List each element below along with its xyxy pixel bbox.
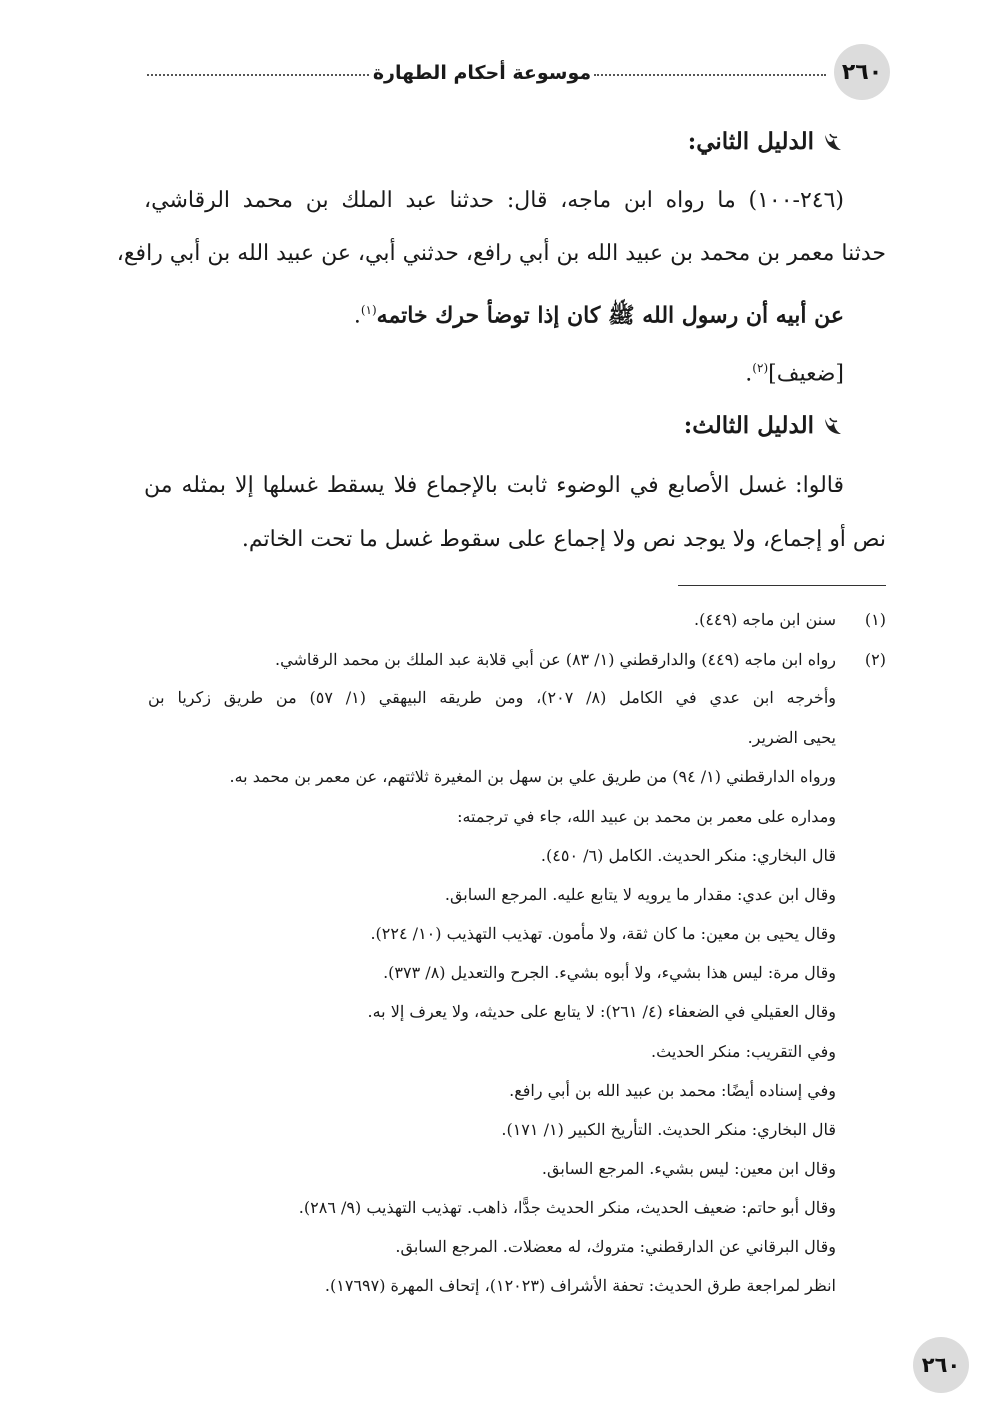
footnote-text: وقال ابن عدي: مقدار ما يرويه لا يتابع عليه. المرجع السابق. [444, 885, 836, 904]
footnote-text: وأخرجه ابن عدي في الكامل (٨/ ٢٠٧)، ومن طريقه البيهقي (١/ ٥٧) من طريق زكريا بن [148, 688, 836, 707]
header-dotted-rule-right [594, 74, 826, 76]
footnote-text: وفي إسناده أيضًا: محمد بن عبيد الله بن أبي رافع. [509, 1081, 836, 1100]
paragraph-line: قالوا: غسل الأصابع في الوضوء ثابت بالإجماع فلا يسقط غسلها إلا بمثله من [144, 473, 844, 498]
footnote-text: يحيى الضرير. [747, 728, 836, 747]
footnote-ref-2: (٢) [752, 361, 769, 375]
footnote-text: سنن ابن ماجه (٤٤٩). [693, 610, 836, 629]
footnote-text: وقال ابن معين: ليس بشيء. المرجع السابق. [541, 1159, 836, 1178]
footnote-text: قال البخاري: منكر الحديث. التأريخ الكبير (١/ ١٧١). [501, 1120, 836, 1139]
ornament-icon [822, 415, 844, 437]
header-page-number: ٢٦٠ [834, 44, 890, 100]
heading-text: الدليل الثالث: [683, 412, 814, 439]
footnote-text: وقال مرة: ليس هذا بشيء، ولا أبوه بشيء. الجرح والتعديل (٨/ ٣٧٣). [383, 963, 836, 982]
paragraph-line: نص أو إجماع، ولا يوجد نص ولا إجماع على سقوط غسل ما تحت الخاتم. [241, 527, 886, 552]
footer-page-number: ٢٦٠ [913, 1337, 969, 1393]
hadith-grade [745, 349, 844, 393]
footnote-text: ورواه الدارقطني (١/ ٩٤) من طريق علي بن سهل بن المغيرة ثلاثتهم، عن معمر بن محمد به. [229, 767, 836, 786]
header-dotted-rule-left [147, 74, 369, 76]
ornament-icon [822, 131, 844, 153]
footnote-text: قال البخاري: منكر الحديث. الكامل (٦/ ٤٥٠). [540, 846, 836, 865]
footnote-text: انظر لمراجعة طرق الحديث: تحفة الأشراف (١٢٠٢٣)، إتحاف المهرة (١٧٦٩٧). [324, 1276, 836, 1295]
hadith-text-line [354, 291, 844, 335]
sentence-end: . [745, 361, 753, 387]
footnote-number: (٢) [864, 650, 886, 669]
footnote-text: ومداره على معمر بن محمد بن عبيد الله، جاء في ترجمته: [457, 807, 836, 826]
footnote-separator [678, 585, 886, 586]
footnote-number: (١) [864, 610, 886, 629]
paragraph-line: حدثنا معمر بن محمد بن عبيد الله بن أبي رافع، حدثني أبي، عن عبيد الله بن أبي رافع، [116, 241, 886, 266]
footnote-ref-1: (١) [360, 303, 377, 317]
footnote-text: وقال أبو حاتم: ضعيف الحديث، منكر الحديث جدًّا، ذاهب. تهذيب التهذيب (٩/ ٢٨٦). [298, 1198, 836, 1217]
footnote-text: وفي التقريب: منكر الحديث. [651, 1042, 836, 1061]
section-heading-second-evidence [688, 123, 844, 161]
hadith-text: عن أبيه أن رسول الله ﷺ كان إذا توضأ حرك خاتمه [376, 302, 844, 329]
grade-text: [ضعيف] [768, 361, 844, 387]
heading-text: الدليل الثاني: [687, 128, 814, 155]
footnote-text: وقال العقيلي في الضعفاء (٤/ ٢٦١): لا يتابع على حديثه، ولا يعرف إلا به. [367, 1002, 836, 1021]
sentence-end: . [353, 303, 361, 329]
paragraph-line: (٢٤٦-١٠٠) ما رواه ابن ماجه، قال: حدثنا عبد الملك بن محمد الرقاشي، [144, 188, 844, 213]
section-heading-third-evidence [684, 407, 844, 445]
footnote-text: وقال يحيى بن معين: ما كان ثقة، ولا مأمون. تهذيب التهذيب (١٠/ ٢٢٤). [370, 924, 836, 943]
running-header-title: موسوعة أحكام الطهارة [372, 62, 592, 84]
footnote-text: رواه ابن ماجه (٤٤٩) والدارقطني (١/ ٨٣) عن أبي قلابة عبد الملك بن محمد الرقاشي. [275, 650, 836, 669]
footnote-text: وقال البرقاني عن الدارقطني: متروك، له معضلات. المرجع السابق. [395, 1237, 836, 1256]
